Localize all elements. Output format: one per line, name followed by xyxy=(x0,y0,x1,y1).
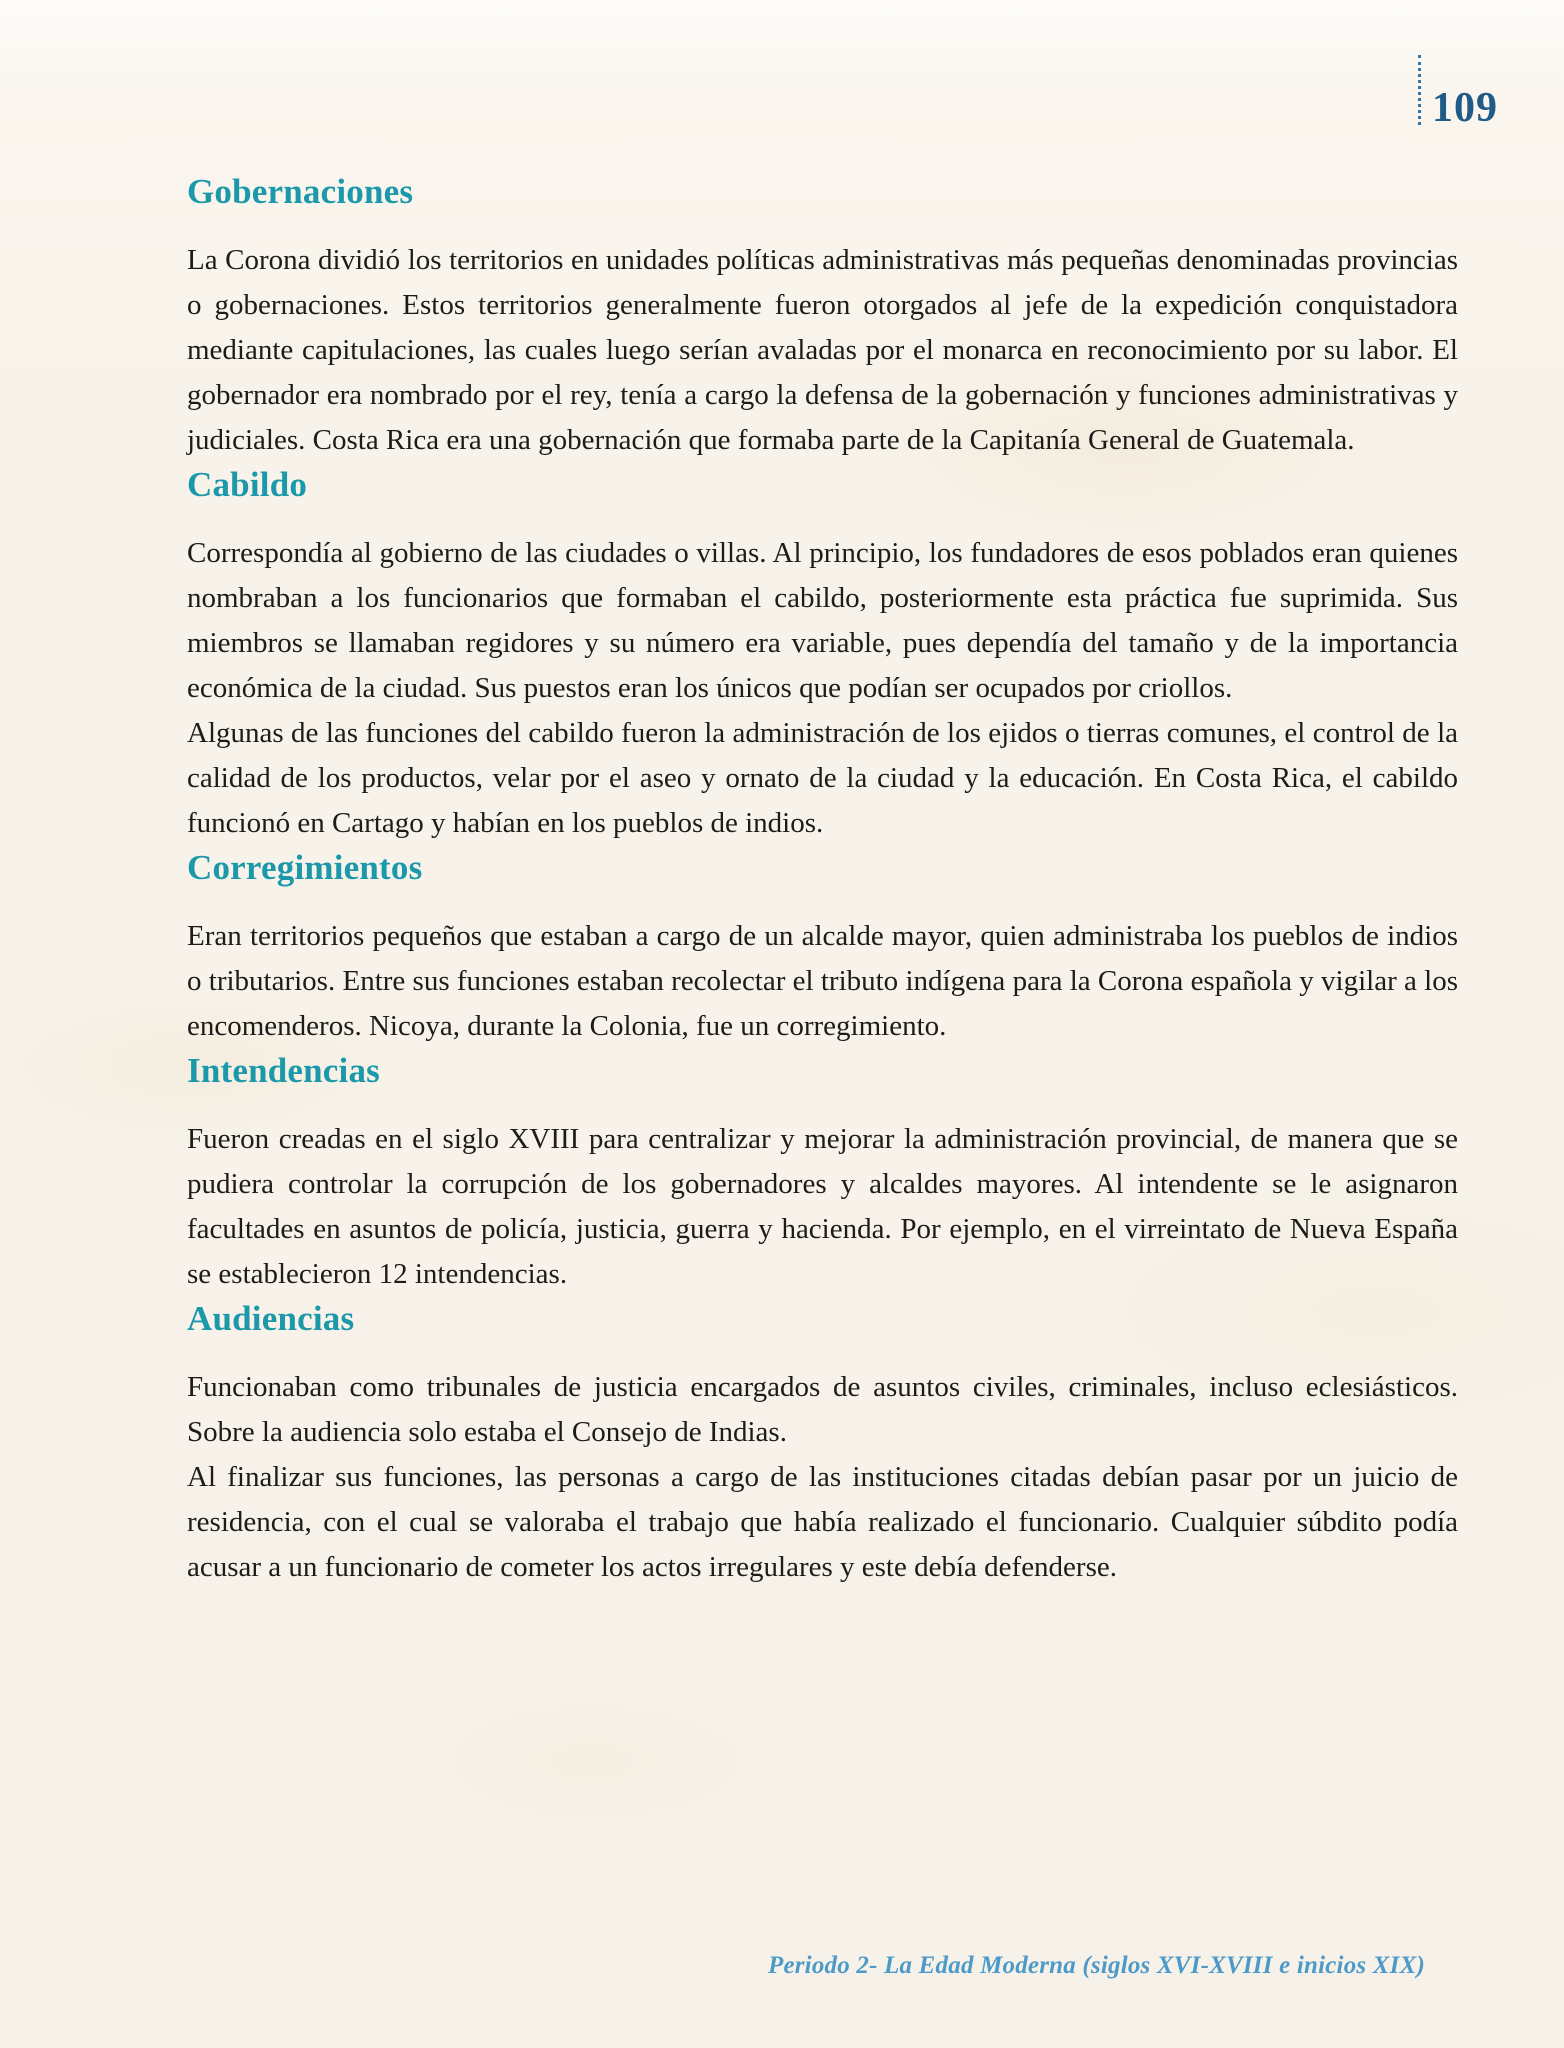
heading-intendencias: Intendencias xyxy=(187,1051,380,1090)
paragraph: Algunas de las funciones del cabildo fueron la administración de los ejidos o tierras comunes, el control de la calidad de los productos, velar por el aseo y ornato de la ciudad y la educación. En Costa Rica, el cabildo funcionó en Cartago y habían en los pueblos de indios. xyxy=(187,717,1458,839)
section-gobernaciones xyxy=(187,170,1458,463)
heading-gobernaciones: Gobernaciones xyxy=(187,172,414,211)
paragraph: La Corona dividió los territorios en unidades políticas administrativas más pequeñas denominadas provincias o gobernaciones. Estos territorios generalmente fueron otorgados al jefe de la expedición conquistadora mediante capitulaciones, las cuales luego serían avaladas por el monarca en reconocimiento por su labor. El gobernador era nombrado por el rey, tenía a cargo la defensa de la gobernación y funciones administrativas y judiciales. Costa Rica era una gobernación que formaba parte de la Capitanía General de Guatemala. xyxy=(187,244,1458,456)
section-intendencias xyxy=(187,1049,1458,1297)
page-content xyxy=(187,170,1458,1590)
page-number: 109 xyxy=(1432,85,1498,131)
paragraph: Al finalizar sus funciones, las personas a cargo de las instituciones citadas debían pasar por un juicio de residencia, con el cual se valoraba el trabajo que había realizado el funcionario. Cualquier súbdito podía acusar a un funcionario de cometer los actos irregulares y este debía defenderse. xyxy=(187,1461,1458,1583)
paragraph: Funcionaban como tribunales de justicia encargados de asuntos civiles, criminales, incluso eclesiásticos. Sobre la audiencia solo estaba el Consejo de Indias. xyxy=(187,1371,1458,1448)
paragraph: Correspondía al gobierno de las ciudades o villas. Al principio, los fundadores de esos poblados eran quienes nombraban a los funcionarios que formaban el cabildo, posteriormente esta práctica fue suprimida. Sus miembros se llamaban regidores y su número era variable, pues dependía del tamaño y de la importancia económica de la ciudad. Sus puestos eran los únicos que podían ser ocupados por criollos. xyxy=(187,537,1458,704)
section-cabildo xyxy=(187,463,1458,846)
dotted-rule xyxy=(1418,55,1421,125)
heading-audiencias: Audiencias xyxy=(187,1299,355,1338)
paragraph: Eran territorios pequeños que estaban a cargo de un alcalde mayor, quien administraba los pueblos de indios o tributarios. Entre sus funciones estaban recolectar el tributo indígena para la Corona española y vigilar a los encomenderos. Nicoya, durante la Colonia, fue un corregimiento. xyxy=(187,920,1458,1042)
heading-cabildo: Cabildo xyxy=(187,465,308,504)
page-number-block xyxy=(1418,55,1498,131)
footer-running-title: Periodo 2- La Edad Moderna (siglos XVI-XVIII e inicios XIX) xyxy=(767,1952,1425,1979)
section-audiencias xyxy=(187,1297,1458,1590)
heading-corregimientos: Corregimientos xyxy=(187,848,423,887)
paragraph: Fueron creadas en el siglo XVIII para centralizar y mejorar la administración provincial, de manera que se pudiera controlar la corrupción de los gobernadores y alcaldes mayores. Al intendente se le asignaron facultades en asuntos de policía, justicia, guerra y hacienda. Por ejemplo, en el virreintato de Nueva España se establecieron 12 intendencias. xyxy=(187,1123,1458,1290)
section-corregimientos xyxy=(187,846,1458,1049)
